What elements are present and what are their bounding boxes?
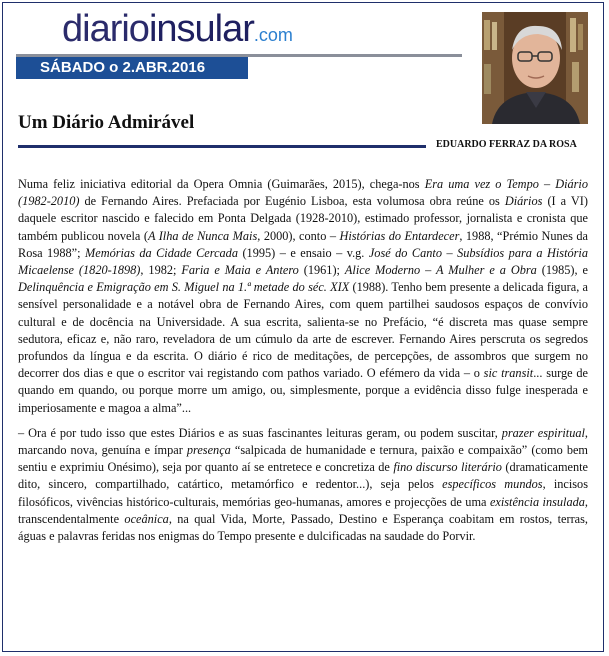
- italic-span: Memórias da Cidade Cercada: [85, 245, 238, 260]
- logo-suffix: .com: [253, 25, 293, 45]
- author-byline: EDUARDO FERRAZ DA ROSA: [436, 139, 577, 150]
- italic-span: existência insulada: [489, 494, 585, 509]
- italic-span: fino discurso literário: [393, 460, 502, 475]
- paragraph-2: [18, 425, 588, 545]
- text-span: , transcendentalmente: [18, 494, 588, 526]
- date-bar: [16, 57, 248, 79]
- logo-bar: [16, 10, 462, 57]
- text-span: (dramaticamente dito, sincero, compartilhado, catártico, metamórfico e redentor...), seja pelos: [18, 460, 588, 492]
- text-span: , 1982;: [140, 263, 182, 278]
- italic-span: específicos mundos: [442, 477, 543, 492]
- title-divider: [18, 145, 426, 148]
- text-span: “salpicada de humanidade e ternura, paixão e compaixão” (como bem sentiu e exprimiu Onésimo), seja por quanto aí se entretece e concretiza de: [18, 443, 588, 475]
- italic-span: sic transit: [483, 366, 534, 381]
- text-span: , na qual Vida, Morte, Passado, Destino e Esperança coabitam em rostos, terras, águas e palavras feridas nos enigmas do Tempo presente e dulcificadas na saudade do Porvir.: [18, 511, 588, 544]
- text-span: ... surge de quando em quando, ou porque morre um amigo, ou, simplesmente, porque a evidência disso fulge inesperada e imperiosamente e magoa a alma”...: [18, 366, 589, 415]
- text-span: (1995) – e ensaio – v.g.: [237, 245, 369, 260]
- text-span: (1985), e: [536, 263, 588, 278]
- author-portrait-image: [482, 12, 588, 124]
- author-photo: [482, 12, 588, 124]
- site-logo[interactable]: [62, 8, 293, 51]
- text-span: de Fernando Aires. Prefaciada por Eugénio Lisboa, esta volumosa obra reúne os: [79, 194, 505, 209]
- text-span: , incisos filosóficos, vivências histórico-culturais, memórias geo-humanas, amores e projecções de uma: [18, 477, 588, 509]
- italic-span: Delinquência e Emigração em S. Miguel na 1.ª metade do séc. XIX: [18, 280, 350, 295]
- italic-span: Histórias do Entardecer: [339, 228, 460, 243]
- text-span: (1988). Tenho bem presente a delicada figura, a sensível personalidade e a notável obra de Fernando Aires, com quem partilhei saudosos espaços de convívio cultural e de docência na Universidade. A sua escrita, salienta-se no Prefácio, “é discreta mas quase sempre sedutora, eficaz e, não raro, reveladora de um cúmulo da arte de escrever. Fernando Aires perscruta os segredos profundos da língua e da escrita. O diário é rico de meditações, de percepções, de assombros que surgem no decorrer dos dias e que o escritor vai registando com pathos variado. O efémero da vida – o: [18, 280, 588, 381]
- italic-span: A Ilha de Nunca Mais: [147, 228, 258, 243]
- italic-span: prazer espiritual: [501, 425, 585, 440]
- italic-span: presença: [186, 443, 231, 458]
- text-span: Numa feliz iniciativa editorial da Opera Omnia (Guimarães, 2015), chega-nos: [18, 177, 425, 191]
- italic-span: oceânica: [124, 511, 169, 526]
- italic-span: Alice Moderno – A Mulher e a Obra: [344, 263, 537, 278]
- text-span: (1961);: [298, 263, 345, 278]
- masthead: [16, 10, 462, 56]
- logo-part-1: diario: [62, 8, 149, 50]
- article-body: [18, 176, 588, 553]
- italic-span: José do Canto – Subsídios para a História Micaelense (1820-1898): [18, 245, 588, 278]
- italic-span: Era uma vez o Tempo – Diário (1982-2010): [18, 177, 588, 209]
- issue-date: SÁBADO o 2.ABR.2016: [40, 59, 206, 76]
- logo-part-2: insular: [148, 8, 254, 50]
- italic-span: Faria e Maia e Antero: [181, 263, 299, 278]
- article-title: Um Diário Admirável: [18, 112, 195, 133]
- italic-span: Diários: [504, 194, 543, 209]
- text-span: – Ora é por tudo isso que estes Diários e as suas fascinantes leituras geram, ou podem suscitar,: [18, 425, 502, 440]
- text-span: , 1988, “Prémio Nunes da Rosa 1988”;: [18, 228, 589, 260]
- text-span: , marcando nova, genuína e ímpar: [18, 425, 588, 458]
- paragraph-1: [18, 176, 588, 417]
- text-span: , 2000), conto –: [257, 228, 340, 243]
- text-span: (I a VI) daquele escritor nascido e falecido em Ponta Delgada (1928-2010), estimado professor, jornalista e cronista que também publicou novela (: [18, 194, 588, 243]
